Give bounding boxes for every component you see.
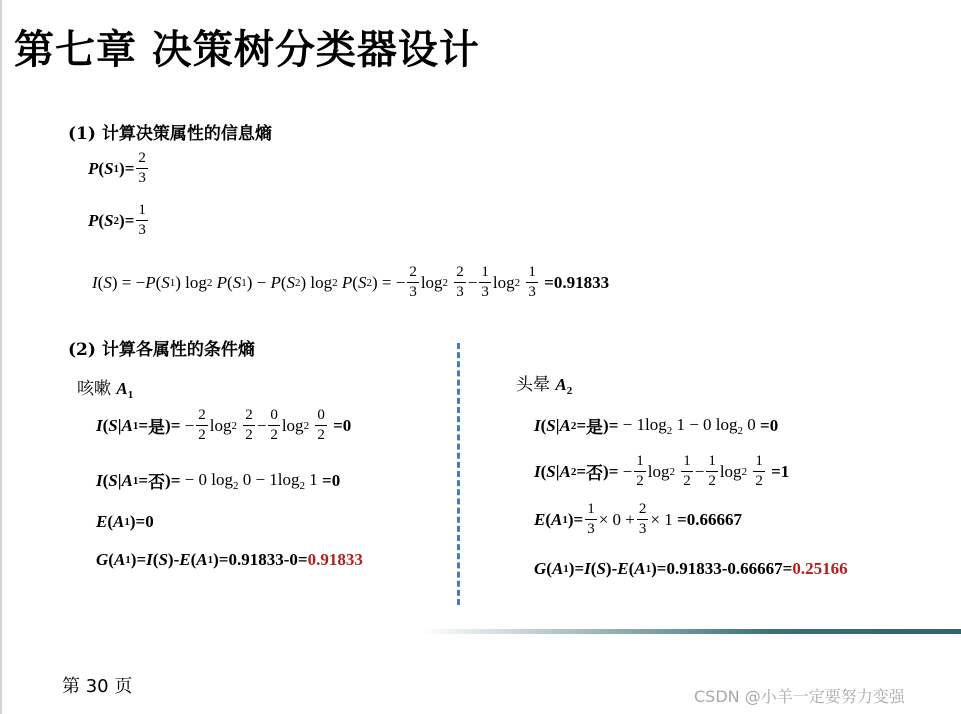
eq-gain-a1: G ( A 1 )= I ( S )- E ( A 1 )= 0.91833-0 = 0.91833 [96,550,363,569]
eq-cond-a2-no: I ( S | A 2 = 否 )= − $\frac{1}{2}$ log 2 $\frac{1}{2}$ − $\frac{1}{2}$ log 2 $\frac{1}{2}$ = 1 [534,453,790,489]
eq-p-s2: P ( S 2 )= $\frac{1}{3}$ [88,202,146,238]
eq-cond-a2-yes: I ( S | A 2 = 是 )= − $1\log_2$ 1 − 0 $\log_2 0$ = 0 [534,414,779,437]
value-yes-a2: 是 [586,418,604,437]
eq-p-s1: P ( S 1 )= $\frac{2}{3}$ [88,150,146,186]
eq-expected-a2: E ( A 1 )= $\frac{1}{3}$ × 0 + $\frac{2}{3}$ × 1 = 0.66667 [534,501,742,537]
gain-a2-expression: 0.91833-0.66667 [666,559,783,578]
value-no-a1: 否 [148,473,166,492]
section-2-heading: (2) 计算各属性的条件熵 [68,340,255,360]
attribute-a2-label [516,370,572,397]
eq-cond-a1-no: I ( S | A 1 = 否 )= − 0 $\log_2 0 - 1\log_2$ 1 = 0 [96,469,341,492]
gain-a1-value: 0.91833 [307,550,363,569]
attribute-a2-name: 头晕 [516,375,550,395]
expected-a2-value: 0.66667 [686,509,742,529]
cond-a1-no-value: 0 [331,470,341,490]
eq-expected-a1: E ( A 1 )= 0 [96,512,154,531]
value-no-a2: 否 [586,464,604,483]
cond-a1-yes-value: 0 [342,415,352,435]
eq-cond-a1-yes: I ( S | A 1 = 是 )= − $\frac{2}{2}$ log 2 $\frac{2}{2}$ − $\frac{0}{2}$ log 2 $\frac{0}{2}$ = 0 [96,407,352,443]
attribute-a1-index: 1 [127,389,134,401]
attribute-a1-symbol: A [116,379,128,398]
column-divider [457,343,460,605]
gain-a2-value: 0.25166 [792,559,848,578]
gain-a1-expression: 0.91833-0 [228,550,298,569]
watermark: CSDN @小羊一定要努力变强 [694,687,905,706]
attribute-a2-symbol: A [555,375,567,394]
cond-a2-yes-value: 0 [769,415,779,435]
attribute-a2-index: 2 [566,385,573,397]
section-1-heading: (1) 计算决策属性的信息熵 [68,124,272,144]
cond-a2-no-value: 1 [780,461,790,481]
entropy-s-value: 0.91833 [553,272,610,292]
attribute-a1-label [77,374,133,401]
footer-accent-bar [420,629,961,634]
slide-title: 第七章 决策树分类器设计 [14,27,480,73]
value-yes-a1: 是 [148,418,166,437]
eq-gain-a2: G ( A 1 )= I ( S )- E ( A 1 )= 0.91833-0.66667 = 0.25166 [534,559,848,578]
left-border [0,0,2,714]
eq-info-entropy: I ( S ) = − P ( S 1 ) log 2 P ( S 1 ) − P ( S 2 ) log 2 P ( S 2 ) = − $\frac{2}{3}$ log 2 $\frac{2}{3}$ − $\frac{1}{3}$ log 2 $\frac{1}{3}$ =0.91833 [92,264,610,300]
attribute-a1-name: 咳嗽 [77,379,111,399]
expected-a1-value: 0 [145,512,154,531]
page-number: 第 30 页 [62,676,133,697]
